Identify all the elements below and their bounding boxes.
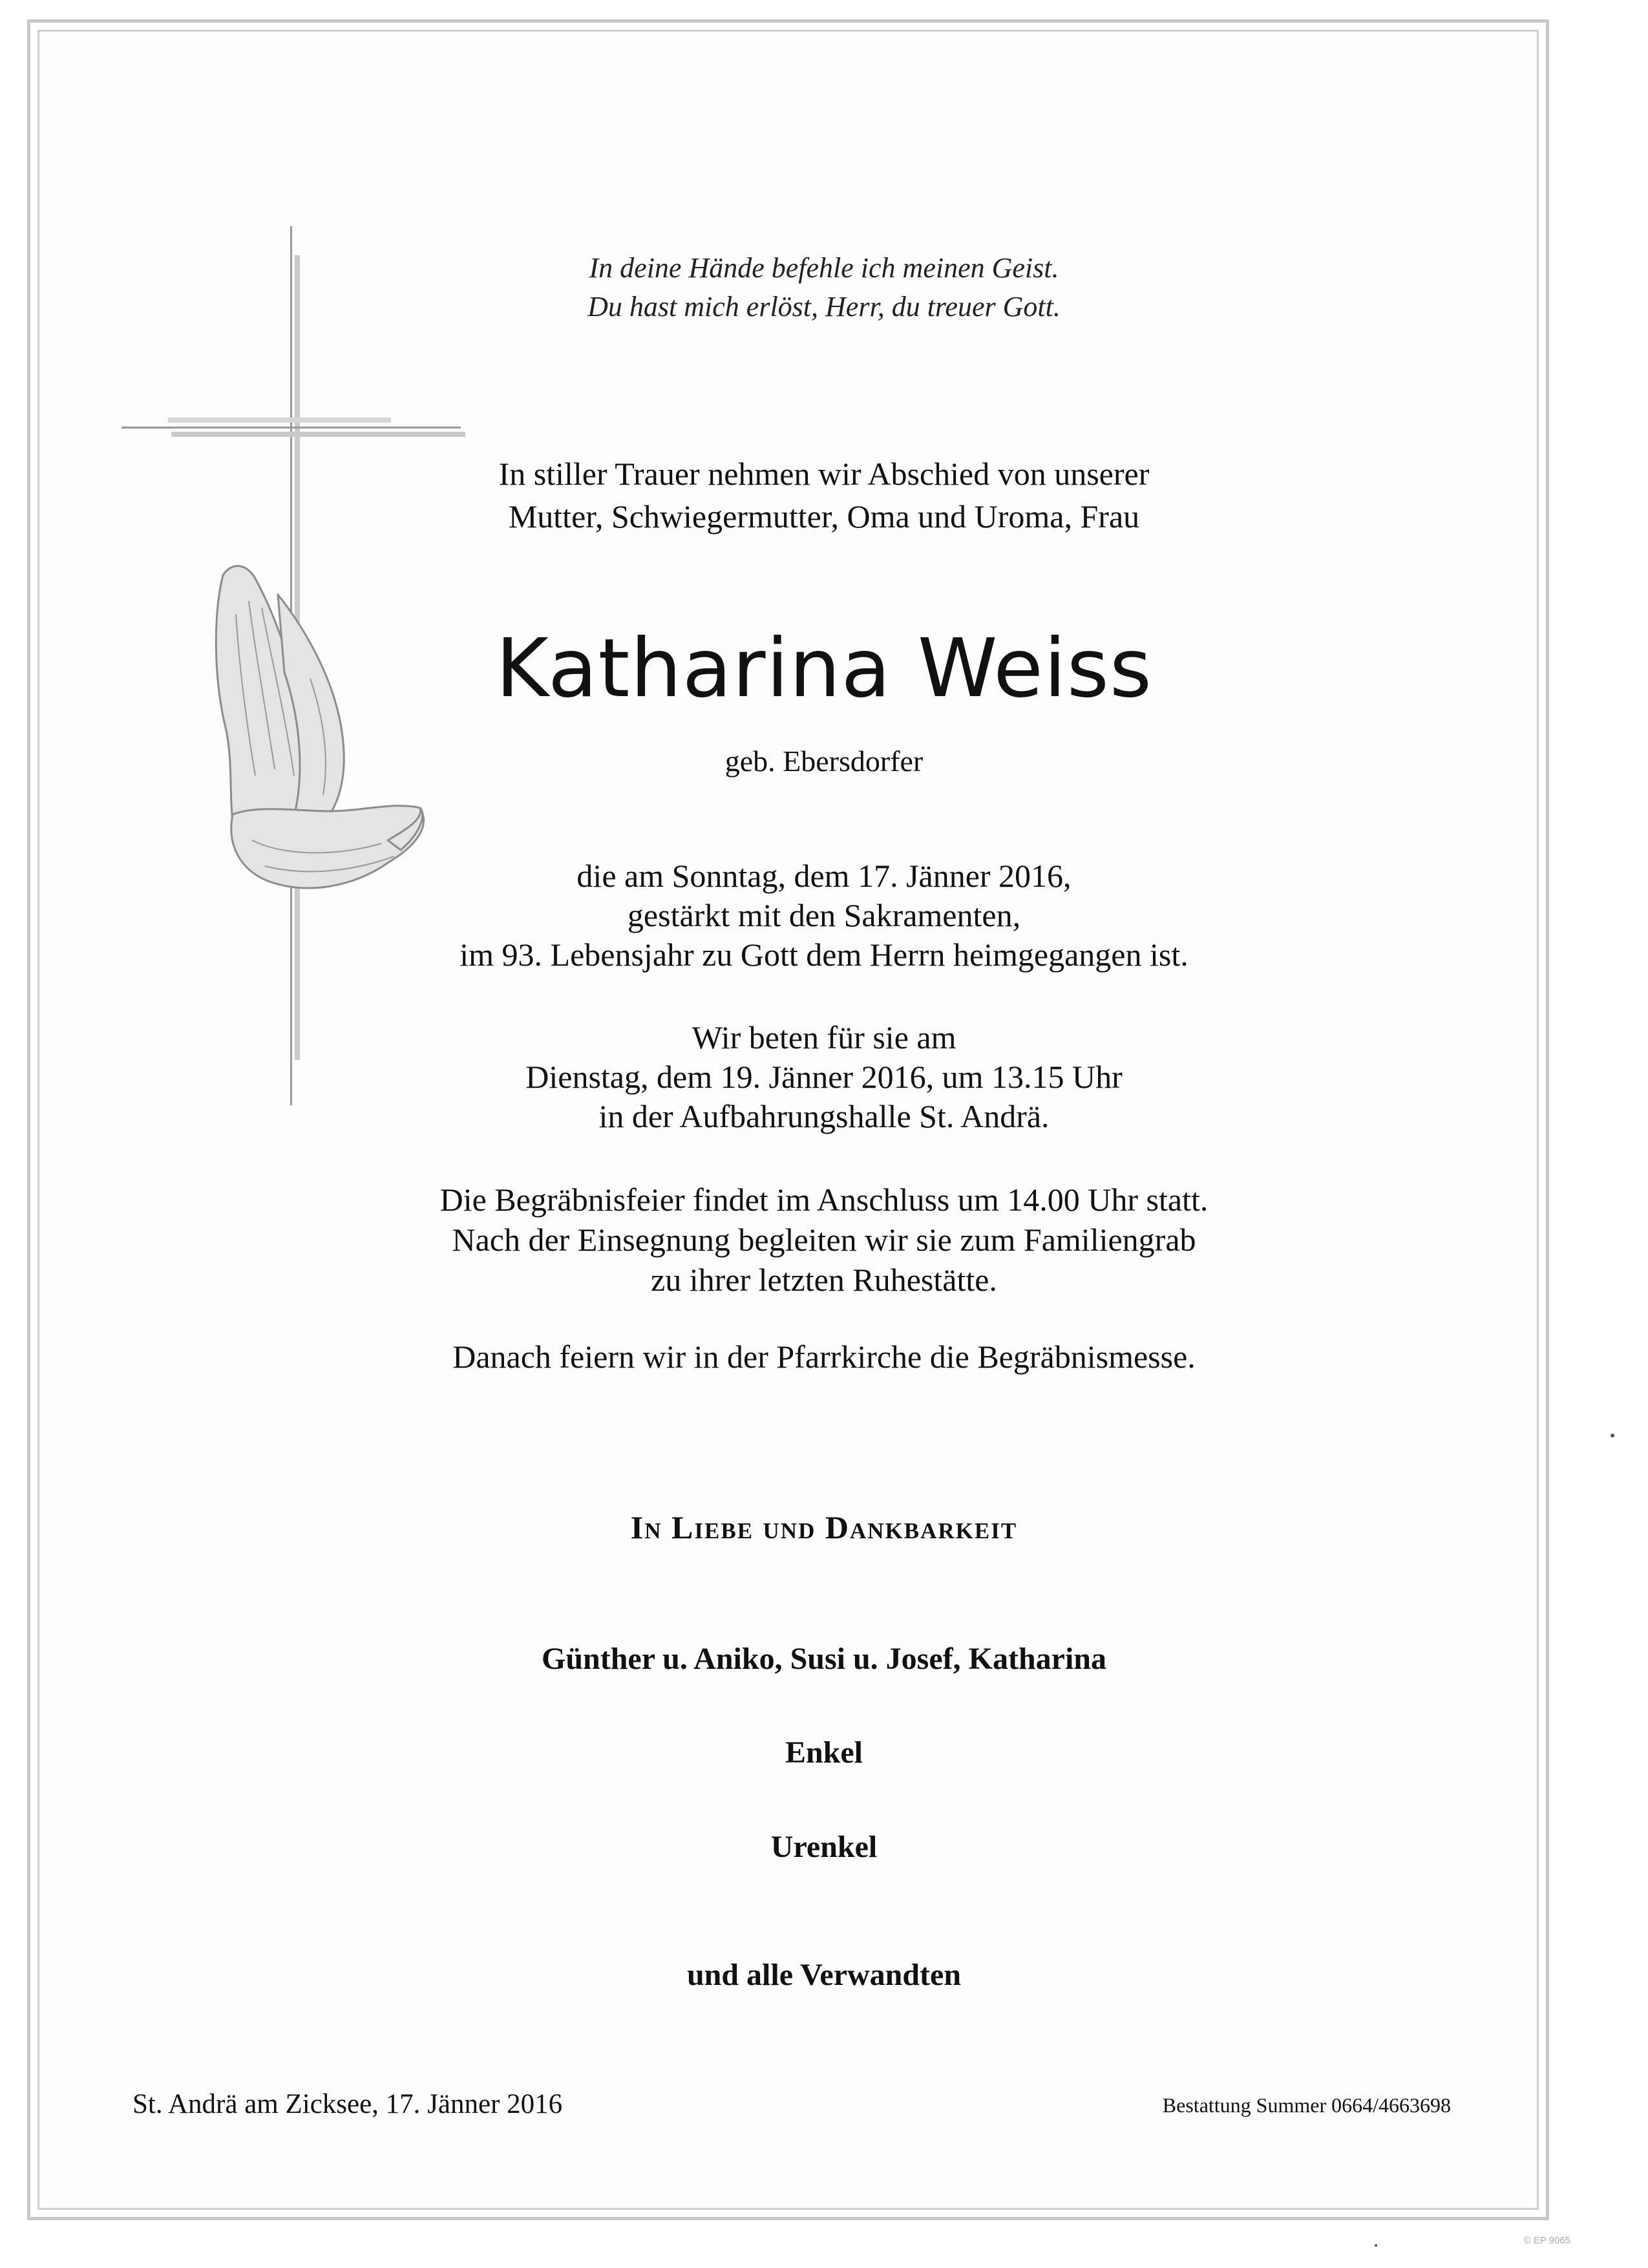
funeral-notice xyxy=(0,1180,1648,1300)
funeral-line-3: zu ihrer letzten Ruhestätte. xyxy=(651,1262,997,1298)
verse-line-1: In deine Hände befehle ich meinen Geist. xyxy=(589,252,1059,284)
maiden-name: geb. Ebersdorfer xyxy=(724,745,924,778)
intro-line-1: In stiller Trauer nehmen wir Abschied von unserer xyxy=(498,456,1150,492)
scripture-verse xyxy=(0,249,1648,326)
deceased-name: Katharina Weiss xyxy=(495,622,1153,715)
funeral-line-1: Die Begräbnisfeier findet im Anschluss um 14.00 Uhr statt. xyxy=(439,1182,1209,1218)
prayer-notice xyxy=(0,1018,1648,1136)
mass-notice: Danach feiern wir in der Pfarrkirche die Begräbnismesse. xyxy=(452,1339,1196,1375)
death-line-2: gestärkt mit den Sakramenten, xyxy=(627,897,1021,933)
scan-speck xyxy=(1375,2244,1377,2247)
prayer-line-2: Dienstag, dem 19. Jänner 2016, um 13.15 Uhr xyxy=(525,1059,1123,1095)
death-line-3: im 93. Lebensjahr zu Gott dem Herrn heimgegangen ist. xyxy=(460,937,1188,973)
mourner-great-grandchildren: Urenkel xyxy=(770,1830,878,1864)
mourning-intro xyxy=(0,452,1648,538)
prayer-line-1: Wir beten für sie am xyxy=(692,1019,956,1055)
death-line-1: die am Sonntag, dem 17. Jänner 2016, xyxy=(576,858,1072,894)
undertaker-contact: Bestattung Summer 0664/4663698 xyxy=(1162,2093,1451,2117)
motto-heading: In Liebe und Dankbarkeit xyxy=(630,1509,1018,1545)
mourner-relatives: und alle Verwandten xyxy=(686,1958,962,1992)
scan-speck xyxy=(1611,1434,1614,1437)
prayer-line-3: in der Aufbahrungshalle St. Andrä. xyxy=(598,1098,1050,1134)
death-notice xyxy=(0,856,1648,975)
print-code: © EP 9065 xyxy=(1523,2235,1570,2246)
funeral-line-2: Nach der Einsegnung begleiten wir sie zum Familiengrab xyxy=(452,1222,1196,1258)
mourner-family: Günther u. Aniko, Susi u. Josef, Katharina xyxy=(541,1642,1106,1676)
mourner-grandchildren: Enkel xyxy=(785,1735,863,1770)
intro-line-2: Mutter, Schwiegermutter, Oma und Uroma, Frau xyxy=(508,498,1140,535)
verse-line-2: Du hast mich erlöst, Herr, du treuer Gott. xyxy=(587,291,1061,323)
place-and-date: St. Andrä am Zicksee, 17. Jänner 2016 xyxy=(132,2089,563,2119)
